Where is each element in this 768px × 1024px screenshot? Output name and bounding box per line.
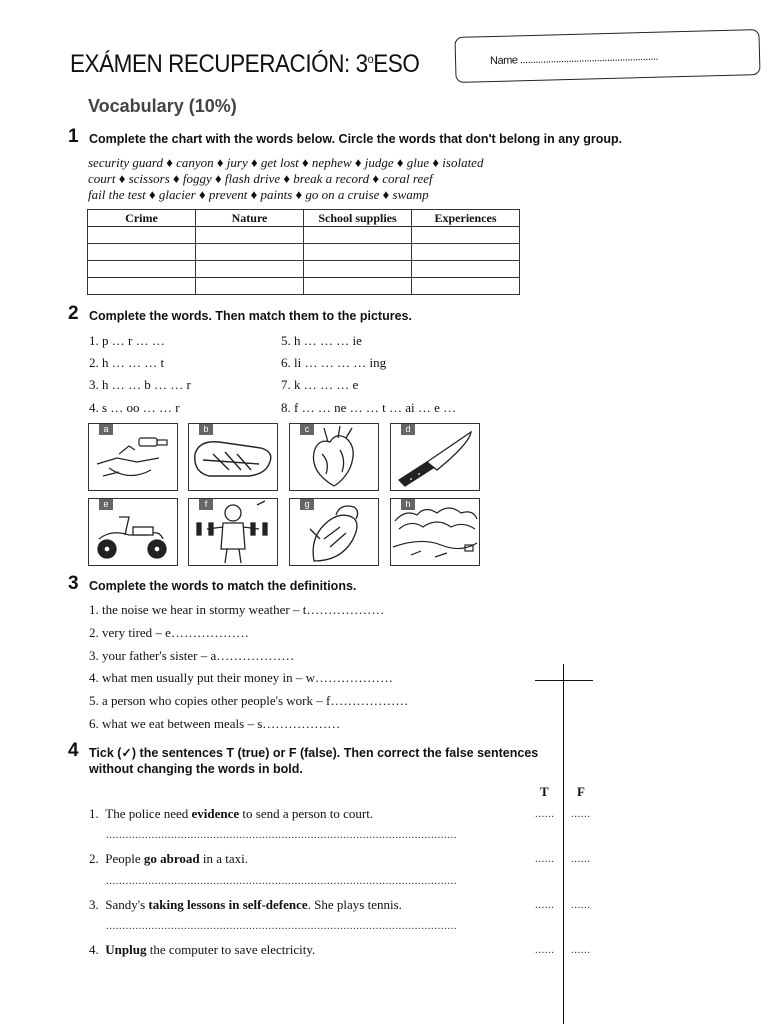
q4-instruction: without changing the words in bold. xyxy=(89,762,303,776)
q3-instruction: Complete the words to match the definitions. xyxy=(89,579,357,593)
q2-item: 1. p … r … … xyxy=(89,333,165,348)
q3-item: 5. a person who copies other people's work – f……………… xyxy=(89,693,409,708)
q1-number: 1 xyxy=(68,126,79,147)
q1-instruction: Complete the chart with the words below. Circle the words that don't belong in any group. xyxy=(89,132,623,146)
q2-instruction: Complete the words. Then match them to the pictures. xyxy=(89,309,412,323)
column-true: T xyxy=(540,784,549,799)
true-tick-field[interactable]: ...... xyxy=(535,808,555,820)
chart-cell[interactable] xyxy=(412,227,520,244)
section-title: Vocabulary (10%) xyxy=(88,96,237,116)
false-tick-field[interactable]: ...... xyxy=(571,808,591,820)
chart-cell[interactable] xyxy=(412,278,520,295)
q4-number: 4 xyxy=(68,740,79,761)
q2-item: 5. h … … … ie xyxy=(281,333,362,348)
correction-line[interactable]: ............................................................................................................ xyxy=(106,875,457,887)
q3-item: 6. what we eat between meals – s……………… xyxy=(89,716,341,731)
chart-header: Crime xyxy=(88,210,196,227)
q3-item: 3. your father's sister – a……………… xyxy=(89,648,295,663)
true-tick-field[interactable]: ...... xyxy=(535,944,555,956)
q2-item: 6. li … … … … ing xyxy=(281,355,387,370)
picture-e-scooter xyxy=(88,498,178,566)
chart-cell[interactable] xyxy=(304,244,412,261)
name-box[interactable] xyxy=(454,29,760,83)
true-tick-field[interactable]: ...... xyxy=(535,899,555,911)
picture-a-priest xyxy=(88,423,178,491)
q2-item: 2. h … … … t xyxy=(89,355,165,370)
picture-label: f xyxy=(199,499,213,510)
chart-cell[interactable] xyxy=(196,227,304,244)
picture-label: g xyxy=(300,499,314,510)
q3-item: 2. very tired – e……………… xyxy=(89,625,249,640)
picture-label: h xyxy=(401,499,415,510)
q3-item: 1. the noise we hear in stormy weather – t……………… xyxy=(89,602,385,617)
chart-cell[interactable] xyxy=(88,261,196,278)
q4-item: 1. The police need evidence to send a person to court. xyxy=(89,806,374,821)
chart-cell[interactable] xyxy=(412,244,520,261)
false-tick-field[interactable]: ...... xyxy=(571,899,591,911)
picture-label: b xyxy=(199,424,213,435)
chart-cell[interactable] xyxy=(196,278,304,295)
tf-divider-horizontal xyxy=(535,680,593,681)
q3-number: 3 xyxy=(68,573,79,594)
column-false: F xyxy=(577,784,585,799)
picture-d-knife xyxy=(390,423,480,491)
picture-g-bag xyxy=(289,498,379,566)
chart-cell[interactable] xyxy=(196,261,304,278)
chart-cell[interactable] xyxy=(412,261,520,278)
q4-item: 3. Sandy's taking lessons in self-defence. She plays tennis. xyxy=(89,897,402,912)
q4-item: 2. People go abroad in a taxi. xyxy=(89,851,249,866)
q2-item: 7. k … … … e xyxy=(281,377,359,392)
exam-title: EXÁMEN RECUPERACIÓN: 3$^o$ESO xyxy=(70,50,420,78)
picture-label: c xyxy=(300,424,314,435)
word-list-line: security guard ♦ canyon ♦ jury ♦ get lost ♦ nephew ♦ judge ♦ glue ♦ isolated xyxy=(88,155,484,170)
chart-cell[interactable] xyxy=(304,278,412,295)
q2-item: 3. h … … b … … r xyxy=(89,377,191,392)
chart-header: School supplies xyxy=(304,210,412,227)
true-tick-field[interactable]: ...... xyxy=(535,853,555,865)
chart-cell[interactable] xyxy=(304,261,412,278)
q4-item: 4. Unplug the computer to save electricity. xyxy=(89,942,316,957)
vocabulary-chart xyxy=(87,209,520,295)
chart-cell[interactable] xyxy=(304,227,412,244)
picture-f-weightlifting xyxy=(188,498,278,566)
picture-label: d xyxy=(401,424,415,435)
word-list-line: court ♦ scissors ♦ foggy ♦ flash drive ♦ break a record ♦ coral reef xyxy=(88,171,433,186)
picture-c-heart xyxy=(289,423,379,491)
correction-line[interactable]: ............................................................................................................ xyxy=(106,920,457,932)
picture-label: e xyxy=(99,499,113,510)
q2-item: 8. f … … ne … … t … ai … e … xyxy=(281,400,457,415)
picture-h-landscape xyxy=(390,498,480,566)
false-tick-field[interactable]: ...... xyxy=(571,853,591,865)
picture-label: a xyxy=(99,424,113,435)
chart-header: Nature xyxy=(196,210,304,227)
chart-header: Experiences xyxy=(412,210,520,227)
q3-item: 4. what men usually put their money in – w……………… xyxy=(89,670,394,685)
chart-cell[interactable] xyxy=(88,244,196,261)
tf-divider-vertical xyxy=(563,664,564,1024)
word-list-line: fail the test ♦ glacier ♦ prevent ♦ paints ♦ go on a cruise ♦ swamp xyxy=(88,187,429,202)
chart-cell[interactable] xyxy=(88,227,196,244)
chart-cell[interactable] xyxy=(88,278,196,295)
correction-line[interactable]: ............................................................................................................ xyxy=(106,829,457,841)
name-field[interactable]: Name ...................................................... xyxy=(489,50,659,68)
false-tick-field[interactable]: ...... xyxy=(571,944,591,956)
q4-instruction: Tick (✓) the sentences T (true) or F (false). Then correct the false sentences xyxy=(89,746,539,760)
chart-cell[interactable] xyxy=(196,244,304,261)
q2-item: 4. s … oo … … r xyxy=(89,400,180,415)
q2-number: 2 xyxy=(68,303,79,324)
picture-b-hammock xyxy=(188,423,278,491)
